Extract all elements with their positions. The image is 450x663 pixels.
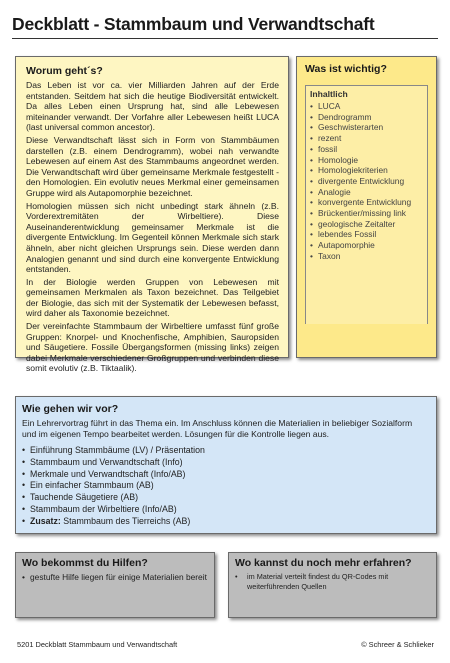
erfahren-list [235,572,430,591]
list-item: • Merkmale und Verwandtschaft (Info/AB) [22,469,428,481]
page-title: Deckblatt - Stammbaum und Verwandtschaft [12,14,375,34]
worum-heading: Worum geht´s? [26,65,103,77]
worum-paragraph-1: Das Leben ist vor ca. vier Milliarden Jahren auf der Erde entstanden. Seitdem hat sich die heutige Biodiversität entwickelt. Da alles Leben einen Ursprung hat, sind alle Lebewesen miteinander verwandt. Der Vorfahre aller Lebewesen heißt LUCA (last universal common ancestor). [26,80,279,133]
inhaltlich-panel [305,85,428,324]
list-item: • Einführung Stammbäume (LV) / Präsentation [22,445,428,457]
list-item: • geologische Zeitalter [310,219,423,230]
list-item: • gestufte Hilfe liegen für einige Materialien bereit [22,572,208,583]
list-item: • LUCA [310,101,423,112]
wie-box [15,396,437,534]
list-item: • Autapomorphie [310,240,423,251]
zusatz-text: Stammbaum des Tierreichs (AB) [60,515,191,526]
material-list [22,445,428,528]
list-item: • Brückentier/missing link [310,208,423,219]
list-item: • fossil [310,144,423,155]
erfahren-heading: Wo kannst du noch mehr erfahren? [235,557,412,569]
wichtig-box [296,56,437,358]
inhaltlich-title: Inhaltlich [310,89,348,99]
list-item: • Dendrogramm [310,112,423,123]
worum-paragraph-3: Homologien müssen sich nicht unbedingt stark ähneln (z.B. Vorderextremitäten der Wirbeltiere). Diese Auseinanderentwicklung gemeinsamer Merkmale ist die divergente Entwicklung. Im Gegenteil können Merkmale sich stark ähneln, aber nicht gleichen Ursprungs sein. Diese werden dann Analogien genannt und sind durch eine konvergente Entwicklung entstanden. [26,200,279,275]
footer-right: © Schreer & Schlieker [361,640,434,649]
list-item: • Stammbaum der Wirbeltiere (Info/AB) [22,504,428,516]
erfahren-box [228,552,437,618]
wie-heading: Wie gehen wir vor? [22,403,119,415]
zusatz-label: Zusatz: [30,515,61,526]
list-item: • lebendes Fossil [310,229,423,240]
hilfen-heading: Wo bekommst du Hilfen? [22,557,148,569]
list-item: • Analogie [310,187,423,198]
list-item: • divergente Entwicklung [310,176,423,187]
list-item: • Homologiekriterien [310,165,423,176]
list-item-zusatz [22,516,428,528]
wie-intro: Ein Lehrervortrag führt in das Thema ein. Im Anschluss können die Materialien in beliebiger Sozialform und im eigenen Tempo bearbeitet werden. Lösungen für die Kontrolle liegen aus. [22,418,413,439]
list-item: • Geschwisterarten [310,122,423,133]
list-item: • Tauchende Säugetiere (AB) [22,492,428,504]
list-item: • im Material verteilt findest du QR-Codes mit weiterführenden Quellen [235,572,430,591]
list-item: • Homologie [310,155,423,166]
worum-paragraph-5: Der vereinfachte Stammbaum der Wirbeltiere umfasst fünf große Gruppen: Knorpel- und Knochenfische, Amphibien, Sauropsiden und Säugetiere. Fossile Übergangsformen (missing links) zeigen dabei Merkmale verschiedener Großgruppen und verbinden diese somit evolutiv (z.B. Tiktaalik). [26,321,279,374]
list-item: • konvergente Entwicklung [310,197,423,208]
worum-paragraph-2: Diese Verwandtschaft lässt sich in Form von Stammbäumen darstellen (z.B. einem Dendrogramm), wobei nah verwandte Lebewesen auf einem Ast des Stammbaums angeordnet werden. Die Verwandtschaft wird über gemeinsame Merkmale festgestellt - den Homologien. Ein evolutiv neues Merkmal einer gemeinsamen Gruppe wird als Autapomorphie bezeichnet. [26,134,279,198]
hilfen-box [15,552,215,618]
list-item: • Ein einfacher Stammbaum (AB) [22,480,428,492]
wichtig-heading: Was ist wichtig? [305,63,387,75]
worum-box [15,56,289,374]
title-divider [12,38,438,39]
keyword-list [310,101,423,262]
footer-left: 5201 Deckblatt Stammbaum und Verwandtschaft [17,640,178,649]
list-item: • Stammbaum und Verwandtschaft (Info) [22,457,428,469]
worum-paragraph-4: In der Biologie werden Gruppen von Lebewesen mit gemeinsamen Merkmalen als Taxon bezeichnet. Das Teilgebiet der Biologie, das sich mit der Systematik der Lebewesen befasst, wird daher als Taxonomie bezeichnet. [26,276,279,319]
list-item: • Taxon [310,251,423,262]
hilfen-list [22,572,208,583]
list-item: • rezent [310,133,423,144]
